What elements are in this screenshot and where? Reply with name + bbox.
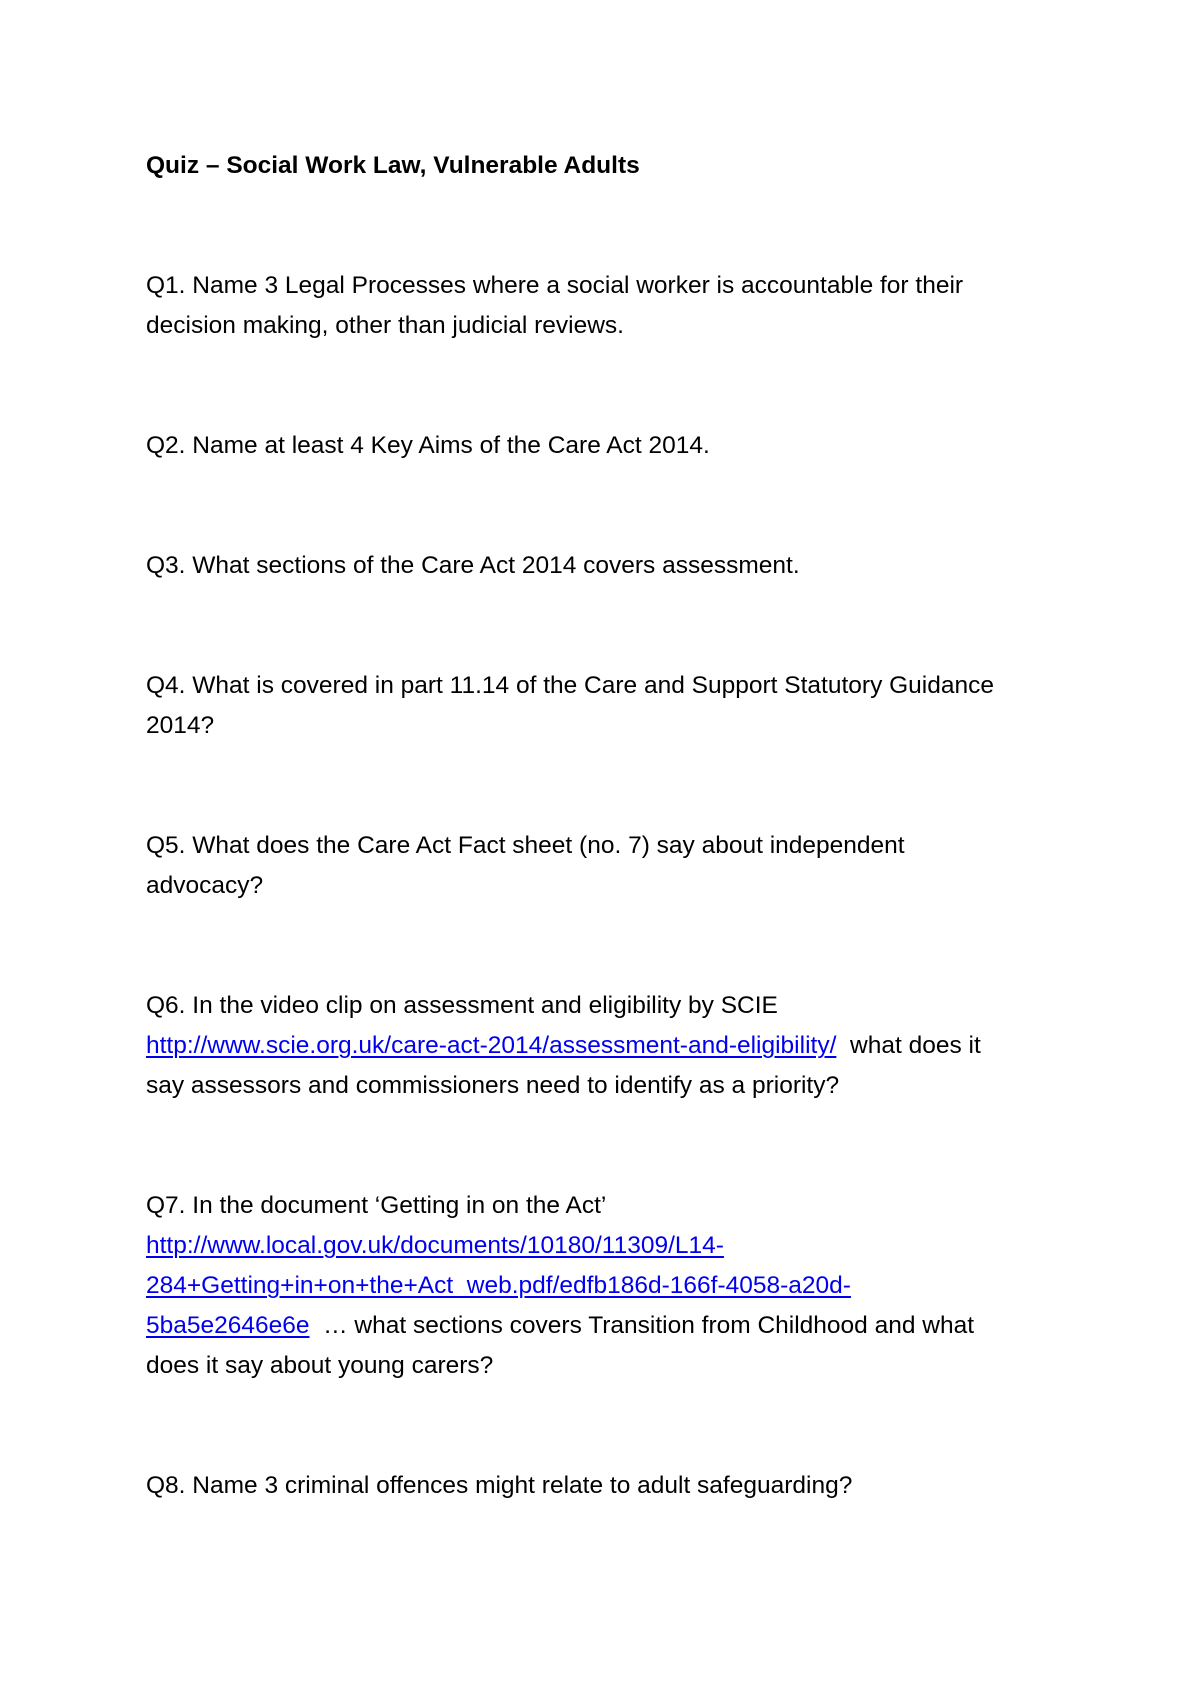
question-2-line-1: Q2. Name at least 4 Key Aims of the Care Act 2014. bbox=[146, 432, 710, 459]
question-5-line-1: Q5. What does the Care Act Fact sheet (no. 7) say about independent bbox=[146, 832, 905, 859]
question-4-line-2: 2014? bbox=[146, 712, 215, 739]
question-5 bbox=[146, 826, 1076, 906]
question-7-line-3 bbox=[146, 1266, 1076, 1306]
question-8-line-1: Q8. Name 3 criminal offences might relate to adult safeguarding? bbox=[146, 1472, 853, 1499]
question-8 bbox=[146, 1466, 1076, 1506]
question-7-line-4 bbox=[146, 1306, 1076, 1346]
question-1-line-1: Q1. Name 3 Legal Processes where a social worker is accountable for their bbox=[146, 272, 964, 299]
question-1 bbox=[146, 266, 1076, 346]
question-7-line-1: Q7. In the document ‘Getting in on the Act’ bbox=[146, 1192, 607, 1219]
document-title: Quiz – Social Work Law, Vulnerable Adults bbox=[146, 152, 640, 179]
question-5-line-2: advocacy? bbox=[146, 872, 264, 899]
local-gov-document-link-part-1[interactable]: http://www.local.gov.uk/documents/10180/11309/L14- bbox=[146, 1232, 724, 1259]
question-7-line-4-text: … what sections covers Transition from Childhood and what bbox=[309, 1312, 975, 1339]
question-7 bbox=[146, 1186, 1076, 1386]
question-1-line-2: decision making, other than judicial reviews. bbox=[146, 312, 624, 339]
question-4-line-1: Q4. What is covered in part 11.14 of the Care and Support Statutory Guidance bbox=[146, 672, 995, 699]
question-7-line-2 bbox=[146, 1226, 1076, 1266]
question-2 bbox=[146, 426, 1076, 466]
local-gov-document-link-part-2[interactable]: 284+Getting+in+on+the+Act_web.pdf/edfb186d-166f-4058-a20d- bbox=[146, 1272, 851, 1299]
question-3 bbox=[146, 546, 1076, 586]
question-6-line-2-text: what does it bbox=[836, 1032, 981, 1059]
local-gov-document-link-part-3[interactable]: 5ba5e2646e6e bbox=[146, 1312, 310, 1339]
scie-assessment-link[interactable]: http://www.scie.org.uk/care-act-2014/assessment-and-eligibility/ bbox=[146, 1032, 837, 1059]
question-6-line-1: Q6. In the video clip on assessment and eligibility by SCIE bbox=[146, 992, 778, 1019]
question-3-line-1: Q3. What sections of the Care Act 2014 covers assessment. bbox=[146, 552, 800, 579]
question-7-line-5: does it say about young carers? bbox=[146, 1352, 494, 1379]
question-4 bbox=[146, 666, 1076, 746]
question-6-line-3: say assessors and commissioners need to identify as a priority? bbox=[146, 1072, 840, 1099]
question-6-line-2 bbox=[146, 1026, 1076, 1066]
question-6 bbox=[146, 986, 1076, 1106]
